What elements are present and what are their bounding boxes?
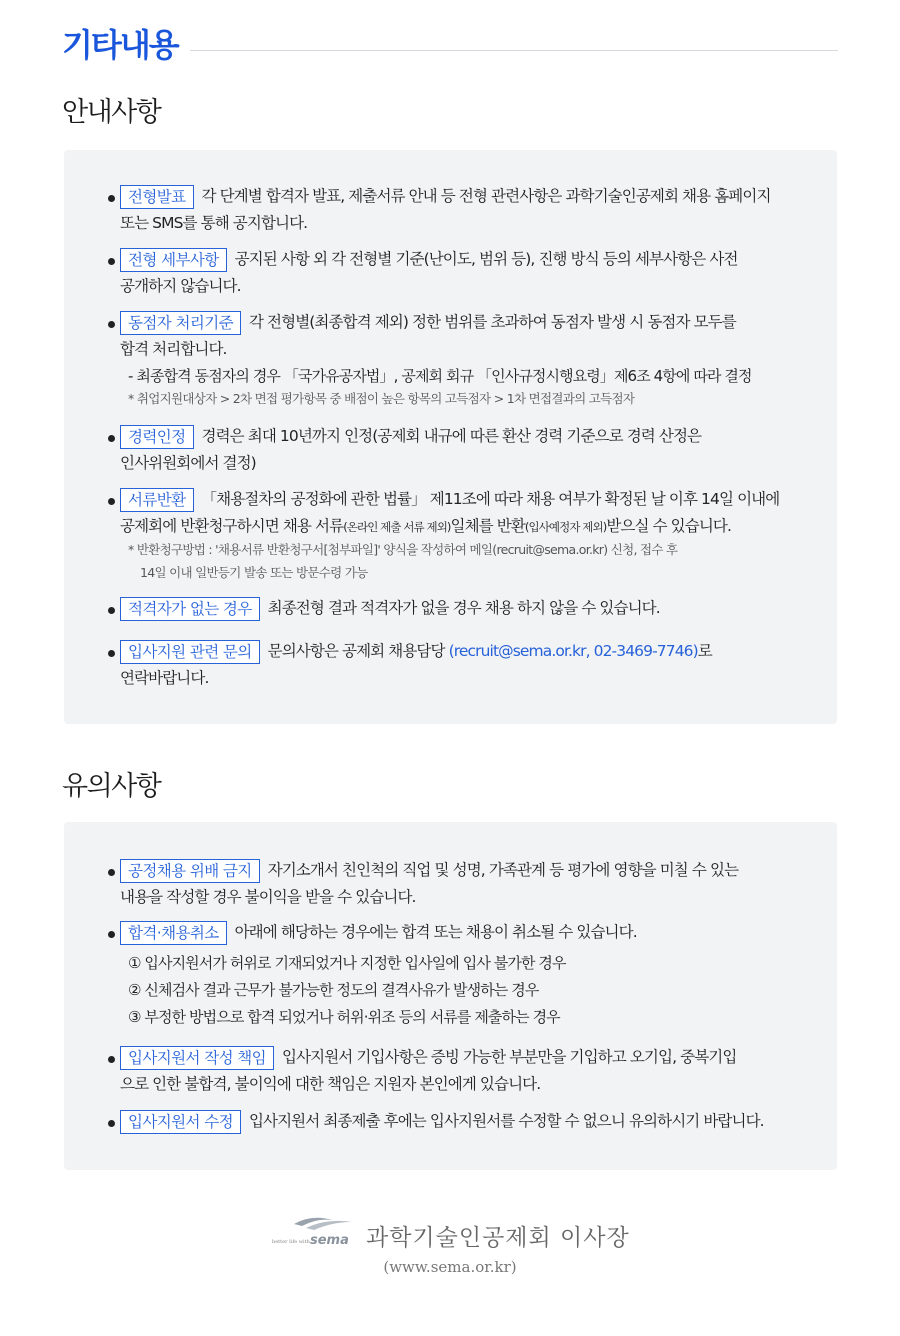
item-note: * 취업지원대상자 > 2차 면접 평가항목 중 배점이 높은 항목의 고득점자 > 1차 면접결과의 고득점자 bbox=[128, 391, 635, 406]
footer-org-name: 과학기술인공제회 이사장 bbox=[366, 1225, 630, 1251]
item-text-cont: 연락바랍니다. bbox=[120, 669, 209, 687]
contact-link[interactable]: (recruit@sema.or.kr, 02-3469-7746) bbox=[448, 642, 698, 660]
item-tag: 서류반환 bbox=[120, 488, 194, 512]
item-tag: 공정채용 위배 금지 bbox=[120, 859, 260, 883]
item-tag: 입사지원 관련 문의 bbox=[120, 640, 260, 664]
item-text: 「채용절차의 공정화에 관한 법률」 제11조에 따라 채용 여부가 확정된 날 이후 14일 이내에 bbox=[201, 490, 780, 508]
bullet-icon bbox=[108, 321, 115, 328]
bullet-icon bbox=[108, 1056, 115, 1063]
item-tag: 동점자 처리기준 bbox=[120, 311, 241, 335]
item-text: 자기소개서 친인척의 직업 및 성명, 가족관계 등 평가에 영향을 미칠 수 있는 bbox=[267, 861, 739, 879]
item-text: 각 전형별(최종합격 제외) 정한 범위를 초과하여 동점자 발생 시 동점자 모두를 bbox=[248, 313, 736, 331]
item-subline: - 최종합격 동점자의 경우 「국가유공자법」, 공제회 회규 「인사규정시행요령」제6조 4항에 따라 결정 bbox=[128, 367, 752, 385]
item-text: 최종전형 결과 적격자가 없을 경우 채용 하지 않을 수 있습니다. bbox=[267, 599, 660, 617]
bullet-icon bbox=[108, 435, 115, 442]
logo-word: sema bbox=[310, 1233, 349, 1248]
item-tag: 적격자가 없는 경우 bbox=[120, 597, 260, 621]
heading-divider bbox=[190, 50, 838, 51]
bullet-icon bbox=[108, 195, 115, 202]
bullet-icon bbox=[108, 258, 115, 265]
item-text-cont: 받으실 수 있습니다. bbox=[606, 517, 731, 535]
item-text-cont: 공제회에 반환청구하시면 채용 서류 bbox=[120, 517, 344, 535]
item-text: 문의사항은 공제회 채용담당 bbox=[267, 642, 449, 660]
item-tag: 경력인정 bbox=[120, 425, 194, 449]
bullet-icon bbox=[108, 650, 115, 657]
item-text: 각 단계별 합격자 발표, 제출서류 안내 등 전형 관련사항은 과학기술인공제회 채용 홈페이지 bbox=[201, 187, 771, 205]
item-note: 14일 이내 일반등기 발송 또는 방문수령 가능 bbox=[140, 565, 368, 580]
item-text-cont: 으로 인한 불합격, 불이익에 대한 책임은 지원자 본인에게 있습니다. bbox=[120, 1075, 541, 1093]
section-title-caution: 유의사항 bbox=[62, 771, 161, 802]
item-text-small: (입사예정자 제외) bbox=[524, 520, 607, 534]
item-text: 아래에 해당하는 경우에는 합격 또는 채용이 취소될 수 있습니다. bbox=[234, 923, 637, 941]
item-text: 입사지원서 기입사항은 증빙 가능한 부분만을 기입하고 오기입, 중복기입 bbox=[282, 1048, 737, 1066]
sema-logo-icon bbox=[272, 1214, 354, 1250]
bullet-icon bbox=[108, 869, 115, 876]
bullet-icon bbox=[108, 1120, 115, 1127]
logo-tagline: better life with bbox=[272, 1239, 310, 1245]
page-heading: 기타내용 bbox=[62, 26, 178, 64]
item-text: 입사지원서 최종제출 후에는 입사지원서를 수정할 수 없으니 유의하시기 바랍니다. bbox=[248, 1112, 764, 1130]
item-subline: ② 신체검사 결과 근무가 불가능한 정도의 결격사유가 발생하는 경우 bbox=[128, 981, 539, 999]
item-subline: ③ 부정한 방법으로 합격 되었거나 허위·위조 등의 서류를 제출하는 경우 bbox=[128, 1008, 560, 1026]
item-subline: ① 입사지원서가 허위로 기재되었거나 지정한 입사일에 입사 불가한 경우 bbox=[128, 954, 566, 972]
bullet-icon bbox=[108, 931, 115, 938]
notice-box bbox=[64, 150, 837, 724]
item-text-cont: 또는 SMS를 통해 공지합니다. bbox=[120, 214, 308, 232]
item-tag: 입사지원서 수정 bbox=[120, 1110, 241, 1134]
bullet-icon bbox=[108, 607, 115, 614]
item-text: 공지된 사항 외 각 전형별 기준(난이도, 범위 등), 진행 방식 등의 세부사항은 사전 bbox=[234, 250, 738, 268]
item-text: 경력은 최대 10년까지 인정(공제회 내규에 따른 환산 경력 기준으로 경력 산정은 bbox=[201, 427, 702, 445]
section-title-notice: 안내사항 bbox=[62, 97, 161, 128]
item-tag: 전형 세부사항 bbox=[120, 248, 227, 272]
item-text-cont: 합격 처리합니다. bbox=[120, 340, 227, 358]
item-tag: 합격·채용취소 bbox=[120, 921, 227, 945]
item-text-cont: 인사위원회에서 결정) bbox=[120, 454, 256, 472]
item-text-cont: 일체를 반환 bbox=[450, 517, 525, 535]
item-note: * 반환청구방법 : '채용서류 반환청구서[첨부파일]' 양식을 작성하여 메일(recruit@sema.or.kr) 신청, 접수 후 bbox=[128, 542, 678, 557]
bullet-icon bbox=[108, 498, 115, 505]
caution-box bbox=[64, 822, 837, 1170]
item-tag: 입사지원서 작성 책임 bbox=[120, 1046, 274, 1070]
item-text-small: (온라인 제출 서류 제외) bbox=[343, 520, 451, 534]
item-text: 로 bbox=[697, 642, 712, 660]
item-text-cont: 공개하지 않습니다. bbox=[120, 277, 241, 295]
footer-url[interactable]: (www.sema.or.kr) bbox=[383, 1258, 517, 1276]
item-tag: 전형발표 bbox=[120, 185, 194, 209]
item-text-cont: 내용을 작성할 경우 불이익을 받을 수 있습니다. bbox=[120, 888, 416, 906]
